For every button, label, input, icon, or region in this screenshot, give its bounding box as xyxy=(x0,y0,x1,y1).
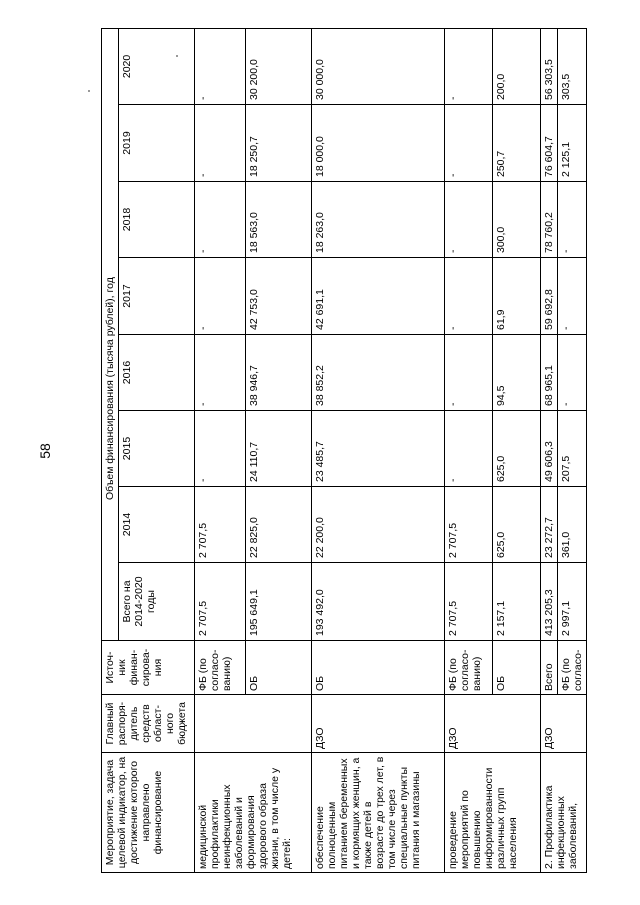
cell-total: 2 997,1 xyxy=(558,563,587,641)
scan-speck xyxy=(88,90,90,92)
cell-value: - xyxy=(195,28,246,104)
cell-value: - xyxy=(445,258,493,335)
cell-value: 625,0 xyxy=(493,487,541,563)
table-row xyxy=(541,28,558,872)
cell-value: 24 110,7 xyxy=(246,411,312,487)
cell-manager: ДЗО xyxy=(541,695,587,753)
cell-value: 23 272,7 xyxy=(541,487,558,563)
cell-value: 18 563,0 xyxy=(246,182,312,258)
cell-value: 76 604,7 xyxy=(541,105,558,182)
cell-value: - xyxy=(445,411,493,487)
cell-value: 2 707,5 xyxy=(195,487,246,563)
cell-source: Всего xyxy=(541,641,558,695)
cell-value: 61,9 xyxy=(493,258,541,335)
cell-value: - xyxy=(558,335,587,411)
header-funding-group: Объем финансирования (тысяча рублей), год xyxy=(102,28,119,640)
cell-value: 68 965,1 xyxy=(541,335,558,411)
cell-value: 18 263,0 xyxy=(312,182,445,258)
cell-value: - xyxy=(195,105,246,182)
cell-value: 42 691,1 xyxy=(312,258,445,335)
cell-value: 303,5 xyxy=(558,28,587,104)
cell-activity: проведение мероприятий по повышению информированности различных групп населения xyxy=(445,753,541,873)
cell-value: - xyxy=(558,258,587,335)
cell-total: 195 649,1 xyxy=(246,563,312,641)
cell-value: - xyxy=(445,105,493,182)
cell-value: 250,7 xyxy=(493,105,541,182)
cell-source: ОБ xyxy=(312,641,445,695)
header-year: 2017 xyxy=(119,258,195,335)
cell-value: - xyxy=(195,258,246,335)
cell-value: - xyxy=(195,335,246,411)
table-row xyxy=(312,28,445,872)
cell-value: 625,0 xyxy=(493,411,541,487)
cell-manager: ДЗО xyxy=(445,695,541,753)
cell-manager: ДЗО xyxy=(312,695,445,753)
cell-source: ОБ xyxy=(493,641,541,695)
cell-source: ОБ xyxy=(246,641,312,695)
header-manager: Главный распоря-дитель средств област-ного бюджета xyxy=(102,695,195,753)
rotated-page xyxy=(37,29,602,873)
cell-value: 94,5 xyxy=(493,335,541,411)
header-year: 2019 xyxy=(119,105,195,182)
cell-value: - xyxy=(445,28,493,104)
table-row xyxy=(195,28,246,872)
cell-total: 2 157,1 xyxy=(493,563,541,641)
cell-total: 2 707,5 xyxy=(195,563,246,641)
cell-value: 42 753,0 xyxy=(246,258,312,335)
cell-value: - xyxy=(445,335,493,411)
cell-value: 18 000,0 xyxy=(312,105,445,182)
cell-value: 22 825,0 xyxy=(246,487,312,563)
header-year: 2018 xyxy=(119,182,195,258)
cell-value: 2 707,5 xyxy=(445,487,493,563)
cell-value: - xyxy=(195,411,246,487)
cell-total: 2 707,5 xyxy=(445,563,493,641)
header-year: 2015 xyxy=(119,411,195,487)
header-year: 2016 xyxy=(119,335,195,411)
cell-value: - xyxy=(445,182,493,258)
header-row xyxy=(102,28,119,872)
cell-value: 38 946,7 xyxy=(246,335,312,411)
cell-value: 200,0 xyxy=(493,28,541,104)
header-total: Всего на 2014-2020 годы xyxy=(119,563,195,641)
header-source: Источ-ник финан-сирова-ния xyxy=(102,641,195,695)
header-year: 2014 xyxy=(119,487,195,563)
cell-value: 2 125,1 xyxy=(558,105,587,182)
cell-total: 193 492,0 xyxy=(312,563,445,641)
cell-value: 78 760,2 xyxy=(541,182,558,258)
cell-value: 361,0 xyxy=(558,487,587,563)
cell-value: 30 000,0 xyxy=(312,28,445,104)
cell-value: 30 200,0 xyxy=(246,28,312,104)
cell-activity: 2. Профилактика инфекционных заболеваний, xyxy=(541,753,587,873)
cell-manager xyxy=(195,695,312,753)
cell-value: 49 606,3 xyxy=(541,411,558,487)
funding-table xyxy=(101,28,587,873)
cell-value: - xyxy=(195,182,246,258)
cell-value: 56 303,5 xyxy=(541,28,558,104)
page-number: 58 xyxy=(37,443,53,459)
cell-source: ФБ (по согласо-ванию) xyxy=(445,641,493,695)
table-row xyxy=(445,28,493,872)
cell-total: 413 205,3 xyxy=(541,563,558,641)
cell-value: 23 485,7 xyxy=(312,411,445,487)
cell-value: 207,5 xyxy=(558,411,587,487)
cell-value: 22 200,0 xyxy=(312,487,445,563)
header-activity: Мероприятие, задача целевой индикатор, на достижение которого направлено финансирование xyxy=(102,753,195,873)
cell-value: 59 692,8 xyxy=(541,258,558,335)
cell-value: - xyxy=(558,182,587,258)
cell-value: 300,0 xyxy=(493,182,541,258)
cell-value: 38 852,2 xyxy=(312,335,445,411)
cell-source: ФБ (по согласо-ванию) xyxy=(195,641,246,695)
cell-value: 18 250,7 xyxy=(246,105,312,182)
cell-source: ФБ (по согласо- xyxy=(558,641,587,695)
header-year: 2020 xyxy=(119,28,195,104)
cell-activity: обеспечение полноценным питанием беременных и кормящих женщин, а также детей в возрасте до трех лет, в том числе через специальные пункты питания и магазины xyxy=(312,753,445,873)
cell-activity: медицинской профилактики неинфекционных заболеваний и формирования здорового образа жизни, в том числе у детей: xyxy=(195,753,312,873)
